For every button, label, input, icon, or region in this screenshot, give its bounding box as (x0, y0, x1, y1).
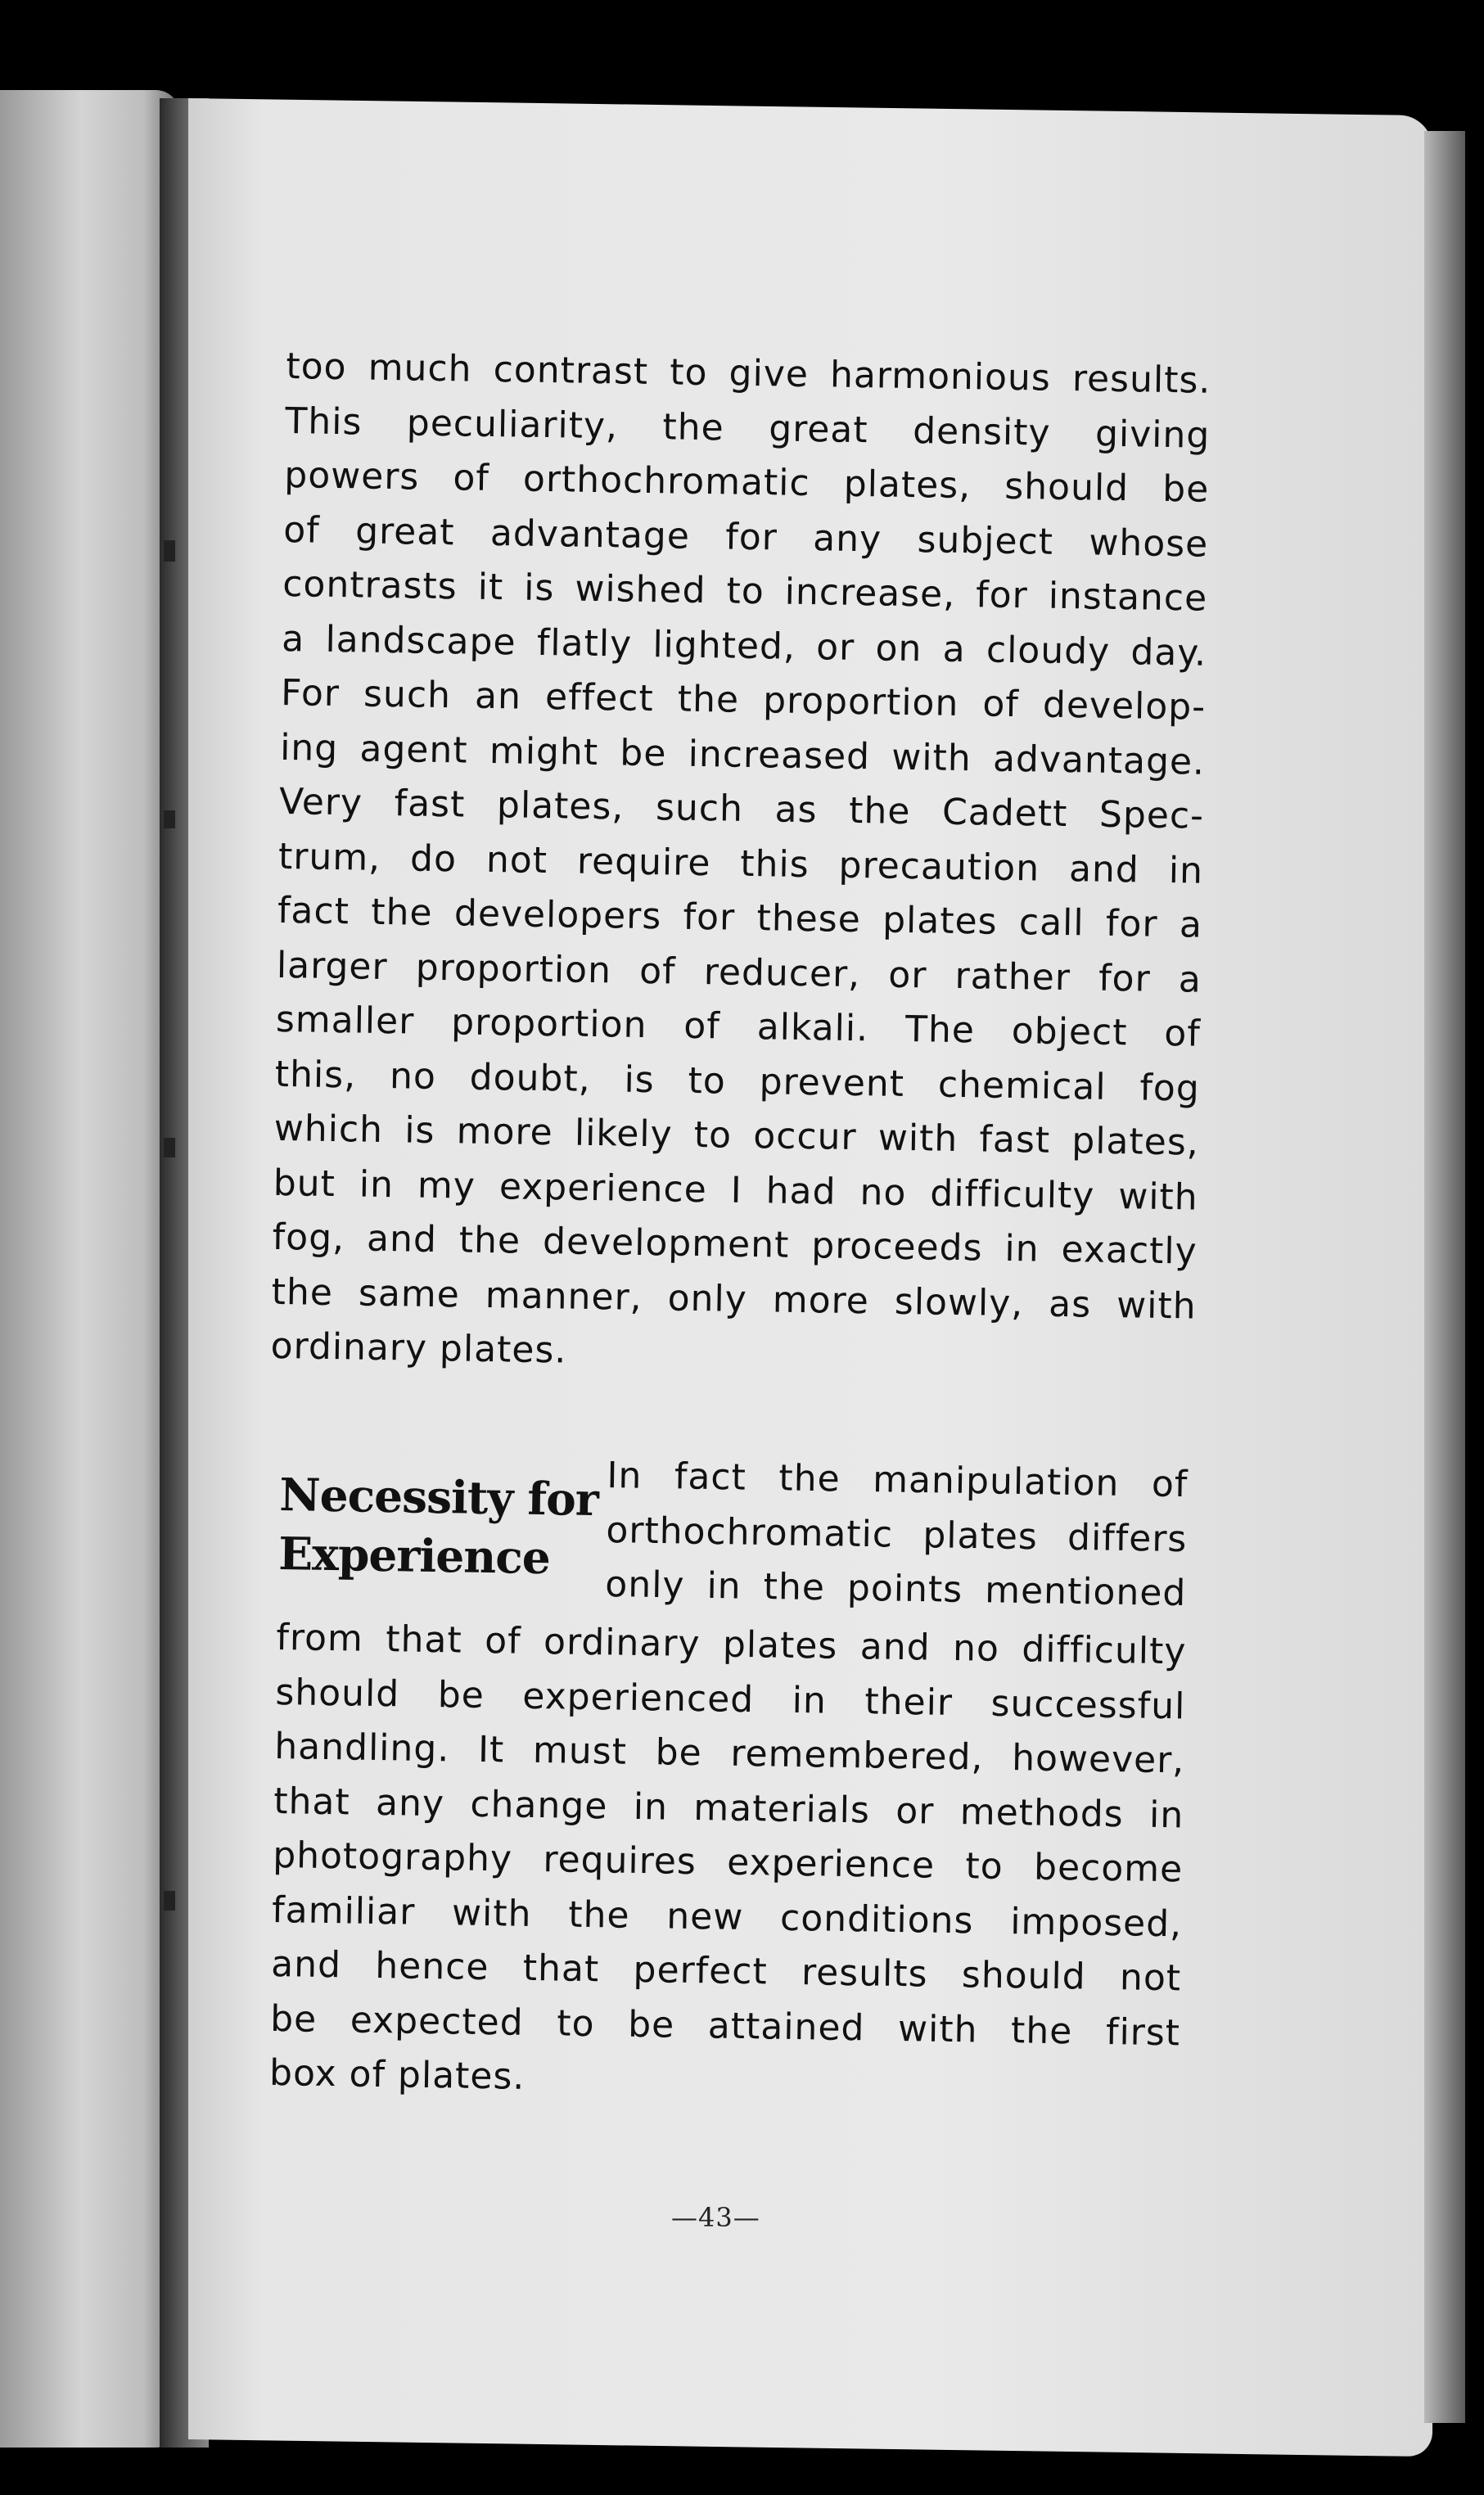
text-line: In fact the manipulation of (607, 1454, 1189, 1506)
text-line: which is more likely to occur with fast plates, (273, 1107, 1200, 1164)
text-line: of great advantage for any subject whose (282, 508, 1209, 566)
text-line: orthochromatic plates differs (606, 1509, 1188, 1560)
text-line: be expected to be attained with the first (269, 1997, 1181, 2054)
side-heading (278, 1465, 599, 1588)
text-line: only in the points mentioned (604, 1563, 1187, 1615)
text-line: familiar with the new conditions imposed, (271, 1888, 1183, 1945)
text-line: ordinary plates. (270, 1324, 567, 1372)
text-line: handling. It must be remembered, however, (273, 1725, 1185, 1782)
text-line: box of plates. (268, 2051, 525, 2098)
side-heading-line: Necessity for (278, 1467, 599, 1527)
text-line: trum, do not require this precaution and in (277, 835, 1204, 892)
text-line: from that of ordinary plates and no difficulty (276, 1616, 1187, 1673)
side-heading-line: Experience (277, 1526, 551, 1585)
paragraph-2 (269, 1611, 1187, 2115)
page-number: —43— (671, 2202, 760, 2233)
text-line: a landscape flatly lighted, or on a cloudy day. (281, 617, 1207, 675)
text-line: that any change in materials or methods in (273, 1780, 1184, 1836)
text-line: ing agent might be increased with advantage. (279, 726, 1206, 783)
text-line: but in my experience I had no difficulty with (273, 1162, 1199, 1219)
page-edge-shadow (1424, 131, 1465, 2423)
text-line: For such an effect the proportion of develop- (280, 671, 1207, 729)
binding-mark (164, 1138, 175, 1157)
paragraph-2-indented (605, 1449, 1189, 1622)
binding-mark (164, 1891, 175, 1911)
text-line: the same manner, only more slowly, as with (271, 1270, 1197, 1328)
text-line: Very fast plates, such as the Cadett Spec- (278, 780, 1205, 837)
text-line: This peculiarity, the great density giving (285, 399, 1211, 457)
text-line: larger proportion of reducer, or rather for a (276, 944, 1202, 1001)
text-line: smaller proportion of alkali. The object of (275, 998, 1202, 1055)
text-line: contrasts it is wished to increase, for instance (282, 562, 1208, 620)
text-line: fog, and the development proceeds in exactly (272, 1216, 1198, 1273)
paragraph-1 (270, 340, 1211, 1388)
text-line: too much contrast to give harmonious results. (286, 345, 1211, 402)
text-line: powers of orthochromatic plates, should be (283, 453, 1210, 511)
binding-mark (164, 810, 175, 828)
binding-mark (164, 540, 175, 562)
text-line: should be experienced in their successful (275, 1671, 1186, 1727)
text-line: this, no doubt, is to prevent chemical fog (274, 1053, 1201, 1110)
text-line: fact the developers for these plates call for a (277, 889, 1203, 946)
text-line: and hence that perfect results should not (270, 1942, 1182, 2000)
text-line: photography requires experience to become (272, 1834, 1184, 1891)
facing-page-edge (0, 90, 180, 2448)
